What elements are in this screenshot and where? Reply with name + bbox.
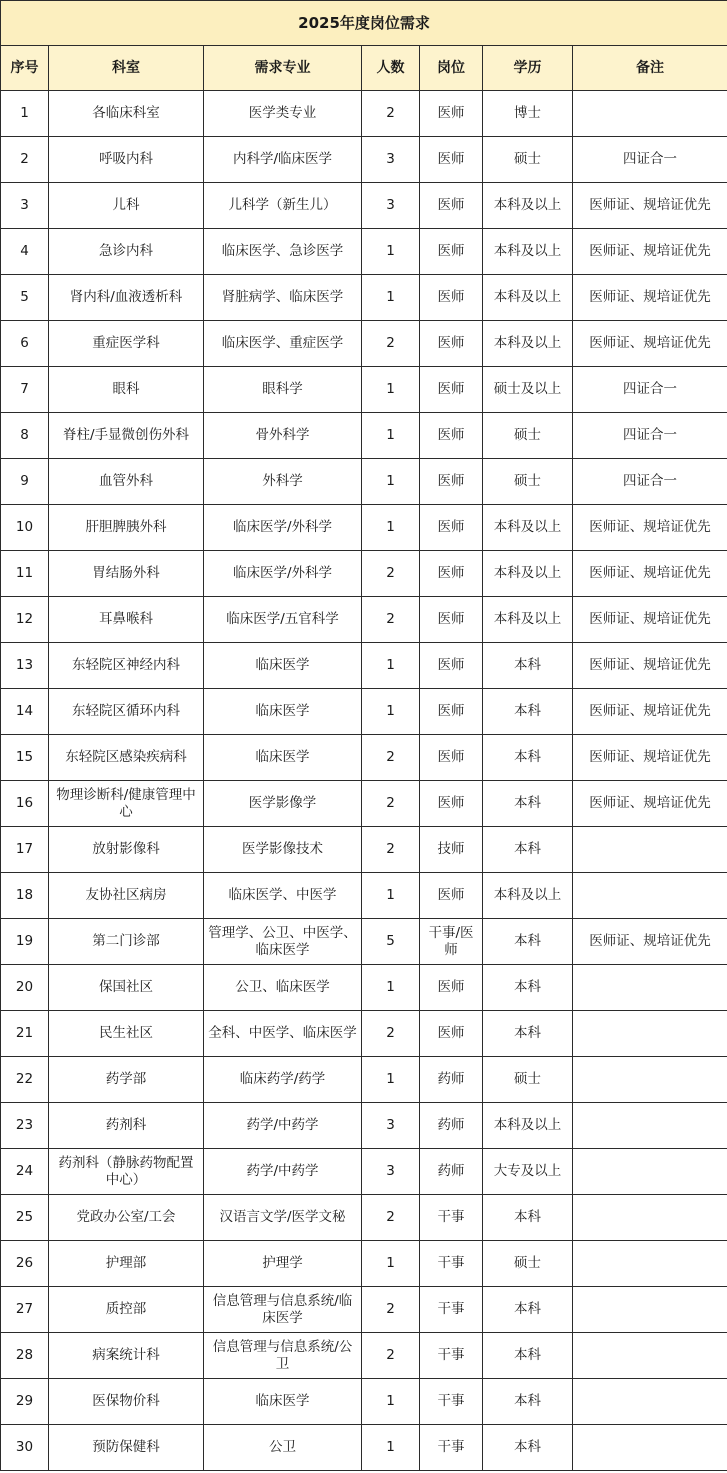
cell-index: 3 [1, 183, 49, 229]
cell-remarks: 四证合一 [573, 137, 727, 183]
cell-remarks [573, 91, 727, 137]
cell-count: 2 [362, 1333, 420, 1379]
table-row [1, 735, 727, 781]
table-row [1, 137, 727, 183]
cell-index: 27 [1, 1287, 49, 1333]
cell-education: 本科 [483, 1287, 573, 1333]
cell-position: 医师 [420, 551, 483, 597]
cell-major: 临床医学/外科学 [204, 505, 362, 551]
cell-major: 临床医学、急诊医学 [204, 229, 362, 275]
cell-major: 儿科学（新生儿） [204, 183, 362, 229]
cell-count: 3 [362, 183, 420, 229]
cell-department: 呼吸内科 [49, 137, 204, 183]
cell-count: 1 [362, 367, 420, 413]
cell-education: 本科 [483, 781, 573, 827]
cell-department: 血管外科 [49, 459, 204, 505]
title-row [1, 1, 727, 46]
cell-major: 汉语言文学/医学文秘 [204, 1195, 362, 1241]
cell-index: 30 [1, 1425, 49, 1471]
cell-count: 2 [362, 1195, 420, 1241]
header-remarks: 备注 [573, 46, 727, 91]
table-row [1, 321, 727, 367]
cell-education: 本科及以上 [483, 551, 573, 597]
cell-education: 硕士及以上 [483, 367, 573, 413]
cell-education: 本科及以上 [483, 275, 573, 321]
table-row [1, 91, 727, 137]
cell-remarks: 四证合一 [573, 367, 727, 413]
cell-remarks: 医师证、规培证优先 [573, 321, 727, 367]
cell-department: 脊柱/手显微创伤外科 [49, 413, 204, 459]
table-row [1, 1149, 727, 1195]
cell-education: 本科及以上 [483, 505, 573, 551]
table-row [1, 1011, 727, 1057]
cell-education: 本科 [483, 1333, 573, 1379]
cell-count: 1 [362, 459, 420, 505]
cell-position: 干事/医师 [420, 919, 483, 965]
table-row [1, 1425, 727, 1471]
cell-department: 友协社区病房 [49, 873, 204, 919]
cell-education: 本科 [483, 689, 573, 735]
cell-department: 肝胆脾胰外科 [49, 505, 204, 551]
cell-major: 临床医学 [204, 1379, 362, 1425]
cell-index: 13 [1, 643, 49, 689]
cell-index: 28 [1, 1333, 49, 1379]
cell-major: 管理学、公卫、中医学、临床医学 [204, 919, 362, 965]
header-education: 学历 [483, 46, 573, 91]
cell-department: 东轻院区神经内科 [49, 643, 204, 689]
cell-remarks [573, 1103, 727, 1149]
cell-position: 干事 [420, 1195, 483, 1241]
cell-count: 3 [362, 1103, 420, 1149]
cell-department: 耳鼻喉科 [49, 597, 204, 643]
cell-department: 急诊内科 [49, 229, 204, 275]
cell-index: 19 [1, 919, 49, 965]
cell-index: 8 [1, 413, 49, 459]
cell-position: 干事 [420, 1333, 483, 1379]
cell-department: 质控部 [49, 1287, 204, 1333]
cell-index: 4 [1, 229, 49, 275]
cell-position: 医师 [420, 183, 483, 229]
table-row [1, 1057, 727, 1103]
cell-major: 肾脏病学、临床医学 [204, 275, 362, 321]
cell-index: 26 [1, 1241, 49, 1287]
cell-major: 骨外科学 [204, 413, 362, 459]
table-row [1, 183, 727, 229]
cell-count: 1 [362, 1057, 420, 1103]
cell-count: 1 [362, 229, 420, 275]
cell-education: 本科及以上 [483, 873, 573, 919]
cell-department: 胃结肠外科 [49, 551, 204, 597]
cell-index: 15 [1, 735, 49, 781]
table-row [1, 459, 727, 505]
cell-remarks: 医师证、规培证优先 [573, 689, 727, 735]
cell-department: 药剂科 [49, 1103, 204, 1149]
cell-education: 硕士 [483, 1241, 573, 1287]
cell-count: 1 [362, 689, 420, 735]
header-position: 岗位 [420, 46, 483, 91]
cell-index: 7 [1, 367, 49, 413]
cell-count: 2 [362, 735, 420, 781]
cell-remarks [573, 827, 727, 873]
cell-major: 眼科学 [204, 367, 362, 413]
cell-department: 民生社区 [49, 1011, 204, 1057]
cell-position: 医师 [420, 91, 483, 137]
cell-education: 本科 [483, 735, 573, 781]
table-row [1, 689, 727, 735]
cell-education: 本科及以上 [483, 597, 573, 643]
table-row [1, 505, 727, 551]
cell-count: 1 [362, 413, 420, 459]
table-row [1, 873, 727, 919]
cell-index: 24 [1, 1149, 49, 1195]
cell-count: 1 [362, 1241, 420, 1287]
cell-remarks: 医师证、规培证优先 [573, 919, 727, 965]
cell-education: 本科 [483, 965, 573, 1011]
cell-count: 5 [362, 919, 420, 965]
cell-position: 医师 [420, 413, 483, 459]
cell-position: 医师 [420, 873, 483, 919]
cell-major: 医学影像技术 [204, 827, 362, 873]
cell-education: 大专及以上 [483, 1149, 573, 1195]
cell-major: 临床医学 [204, 643, 362, 689]
cell-position: 医师 [420, 597, 483, 643]
table-row [1, 367, 727, 413]
header-index: 序号 [1, 46, 49, 91]
cell-major: 临床医学、重症医学 [204, 321, 362, 367]
cell-major: 全科、中医学、临床医学 [204, 1011, 362, 1057]
table-row [1, 551, 727, 597]
cell-count: 1 [362, 643, 420, 689]
cell-major: 临床医学/外科学 [204, 551, 362, 597]
cell-position: 医师 [420, 1011, 483, 1057]
cell-count: 1 [362, 505, 420, 551]
cell-position: 药师 [420, 1149, 483, 1195]
cell-major: 护理学 [204, 1241, 362, 1287]
cell-remarks: 医师证、规培证优先 [573, 781, 727, 827]
cell-major: 外科学 [204, 459, 362, 505]
cell-remarks: 医师证、规培证优先 [573, 275, 727, 321]
cell-index: 23 [1, 1103, 49, 1149]
table-row [1, 827, 727, 873]
table-row [1, 781, 727, 827]
cell-index: 25 [1, 1195, 49, 1241]
cell-department: 党政办公室/工会 [49, 1195, 204, 1241]
cell-education: 本科 [483, 643, 573, 689]
cell-position: 医师 [420, 965, 483, 1011]
cell-index: 5 [1, 275, 49, 321]
cell-position: 干事 [420, 1241, 483, 1287]
cell-department: 东轻院区感染疾病科 [49, 735, 204, 781]
table-row [1, 597, 727, 643]
cell-position: 医师 [420, 505, 483, 551]
cell-position: 医师 [420, 321, 483, 367]
cell-education: 本科及以上 [483, 1103, 573, 1149]
cell-position: 干事 [420, 1287, 483, 1333]
cell-department: 药剂科（静脉药物配置中心） [49, 1149, 204, 1195]
cell-remarks [573, 1149, 727, 1195]
cell-remarks: 医师证、规培证优先 [573, 597, 727, 643]
cell-department: 病案统计科 [49, 1333, 204, 1379]
cell-department: 医保物价科 [49, 1379, 204, 1425]
cell-index: 18 [1, 873, 49, 919]
cell-department: 第二门诊部 [49, 919, 204, 965]
cell-index: 14 [1, 689, 49, 735]
cell-department: 预防保健科 [49, 1425, 204, 1471]
cell-remarks: 医师证、规培证优先 [573, 505, 727, 551]
cell-education: 博士 [483, 91, 573, 137]
cell-education: 硕士 [483, 413, 573, 459]
table-row [1, 413, 727, 459]
cell-remarks [573, 1333, 727, 1379]
cell-department: 眼科 [49, 367, 204, 413]
cell-remarks: 医师证、规培证优先 [573, 551, 727, 597]
table-row [1, 643, 727, 689]
cell-remarks [573, 1057, 727, 1103]
cell-major: 临床医学、中医学 [204, 873, 362, 919]
cell-index: 11 [1, 551, 49, 597]
cell-index: 9 [1, 459, 49, 505]
cell-count: 2 [362, 1011, 420, 1057]
cell-index: 20 [1, 965, 49, 1011]
cell-position: 医师 [420, 689, 483, 735]
cell-education: 本科及以上 [483, 321, 573, 367]
cell-index: 10 [1, 505, 49, 551]
cell-count: 3 [362, 137, 420, 183]
cell-major: 临床医学/五官科学 [204, 597, 362, 643]
cell-remarks: 医师证、规培证优先 [573, 643, 727, 689]
table-row [1, 919, 727, 965]
table-row [1, 1103, 727, 1149]
cell-major: 信息管理与信息系统/临床医学 [204, 1287, 362, 1333]
table-row [1, 965, 727, 1011]
cell-department: 重症医学科 [49, 321, 204, 367]
cell-remarks [573, 873, 727, 919]
cell-index: 21 [1, 1011, 49, 1057]
table-row [1, 275, 727, 321]
cell-count: 3 [362, 1149, 420, 1195]
cell-remarks [573, 1011, 727, 1057]
cell-remarks [573, 1379, 727, 1425]
cell-education: 本科及以上 [483, 229, 573, 275]
cell-education: 本科 [483, 1425, 573, 1471]
cell-count: 2 [362, 551, 420, 597]
cell-major: 公卫、临床医学 [204, 965, 362, 1011]
cell-remarks [573, 1425, 727, 1471]
cell-count: 2 [362, 1287, 420, 1333]
cell-major: 医学类专业 [204, 91, 362, 137]
cell-education: 本科 [483, 827, 573, 873]
cell-index: 17 [1, 827, 49, 873]
cell-index: 12 [1, 597, 49, 643]
cell-education: 本科及以上 [483, 183, 573, 229]
cell-department: 保国社区 [49, 965, 204, 1011]
cell-remarks [573, 965, 727, 1011]
table-title: 2025年度岗位需求 [1, 1, 727, 46]
cell-major: 临床药学/药学 [204, 1057, 362, 1103]
cell-department: 物理诊断科/健康管理中心 [49, 781, 204, 827]
cell-count: 2 [362, 321, 420, 367]
cell-major: 医学影像学 [204, 781, 362, 827]
cell-department: 药学部 [49, 1057, 204, 1103]
cell-index: 6 [1, 321, 49, 367]
cell-department: 放射影像科 [49, 827, 204, 873]
cell-count: 2 [362, 827, 420, 873]
cell-position: 医师 [420, 459, 483, 505]
cell-department: 肾内科/血液透析科 [49, 275, 204, 321]
table-row [1, 1333, 727, 1379]
cell-remarks: 医师证、规培证优先 [573, 183, 727, 229]
cell-position: 医师 [420, 137, 483, 183]
cell-count: 2 [362, 597, 420, 643]
cell-count: 1 [362, 873, 420, 919]
cell-major: 药学/中药学 [204, 1149, 362, 1195]
cell-education: 本科 [483, 1379, 573, 1425]
cell-education: 硕士 [483, 137, 573, 183]
cell-remarks: 四证合一 [573, 459, 727, 505]
cell-position: 医师 [420, 229, 483, 275]
table-row [1, 1241, 727, 1287]
cell-major: 临床医学 [204, 735, 362, 781]
cell-education: 本科 [483, 1195, 573, 1241]
cell-remarks: 四证合一 [573, 413, 727, 459]
cell-remarks: 医师证、规培证优先 [573, 735, 727, 781]
cell-position: 医师 [420, 781, 483, 827]
header-count: 人数 [362, 46, 420, 91]
cell-major: 药学/中药学 [204, 1103, 362, 1149]
cell-count: 1 [362, 1379, 420, 1425]
cell-index: 2 [1, 137, 49, 183]
cell-position: 干事 [420, 1379, 483, 1425]
header-row [1, 46, 727, 91]
cell-count: 2 [362, 91, 420, 137]
header-major: 需求专业 [204, 46, 362, 91]
cell-position: 药师 [420, 1057, 483, 1103]
cell-index: 29 [1, 1379, 49, 1425]
cell-index: 22 [1, 1057, 49, 1103]
table-row [1, 229, 727, 275]
cell-position: 医师 [420, 275, 483, 321]
cell-major: 信息管理与信息系统/公卫 [204, 1333, 362, 1379]
table-row [1, 1379, 727, 1425]
cell-education: 硕士 [483, 459, 573, 505]
cell-education: 本科 [483, 1011, 573, 1057]
cell-remarks [573, 1195, 727, 1241]
cell-index: 16 [1, 781, 49, 827]
cell-major: 公卫 [204, 1425, 362, 1471]
cell-count: 1 [362, 1425, 420, 1471]
cell-remarks [573, 1241, 727, 1287]
cell-department: 护理部 [49, 1241, 204, 1287]
cell-major: 内科学/临床医学 [204, 137, 362, 183]
cell-position: 医师 [420, 643, 483, 689]
cell-position: 技师 [420, 827, 483, 873]
table-row [1, 1287, 727, 1333]
cell-position: 医师 [420, 735, 483, 781]
cell-position: 医师 [420, 367, 483, 413]
cell-department: 各临床科室 [49, 91, 204, 137]
cell-count: 1 [362, 275, 420, 321]
cell-remarks [573, 1287, 727, 1333]
cell-position: 干事 [420, 1425, 483, 1471]
table-row [1, 1195, 727, 1241]
cell-position: 药师 [420, 1103, 483, 1149]
cell-remarks: 医师证、规培证优先 [573, 229, 727, 275]
cell-department: 东轻院区循环内科 [49, 689, 204, 735]
header-department: 科室 [49, 46, 204, 91]
cell-department: 儿科 [49, 183, 204, 229]
cell-education: 本科 [483, 919, 573, 965]
cell-major: 临床医学 [204, 689, 362, 735]
cell-count: 1 [362, 965, 420, 1011]
cell-count: 2 [362, 781, 420, 827]
cell-index: 1 [1, 91, 49, 137]
cell-education: 硕士 [483, 1057, 573, 1103]
